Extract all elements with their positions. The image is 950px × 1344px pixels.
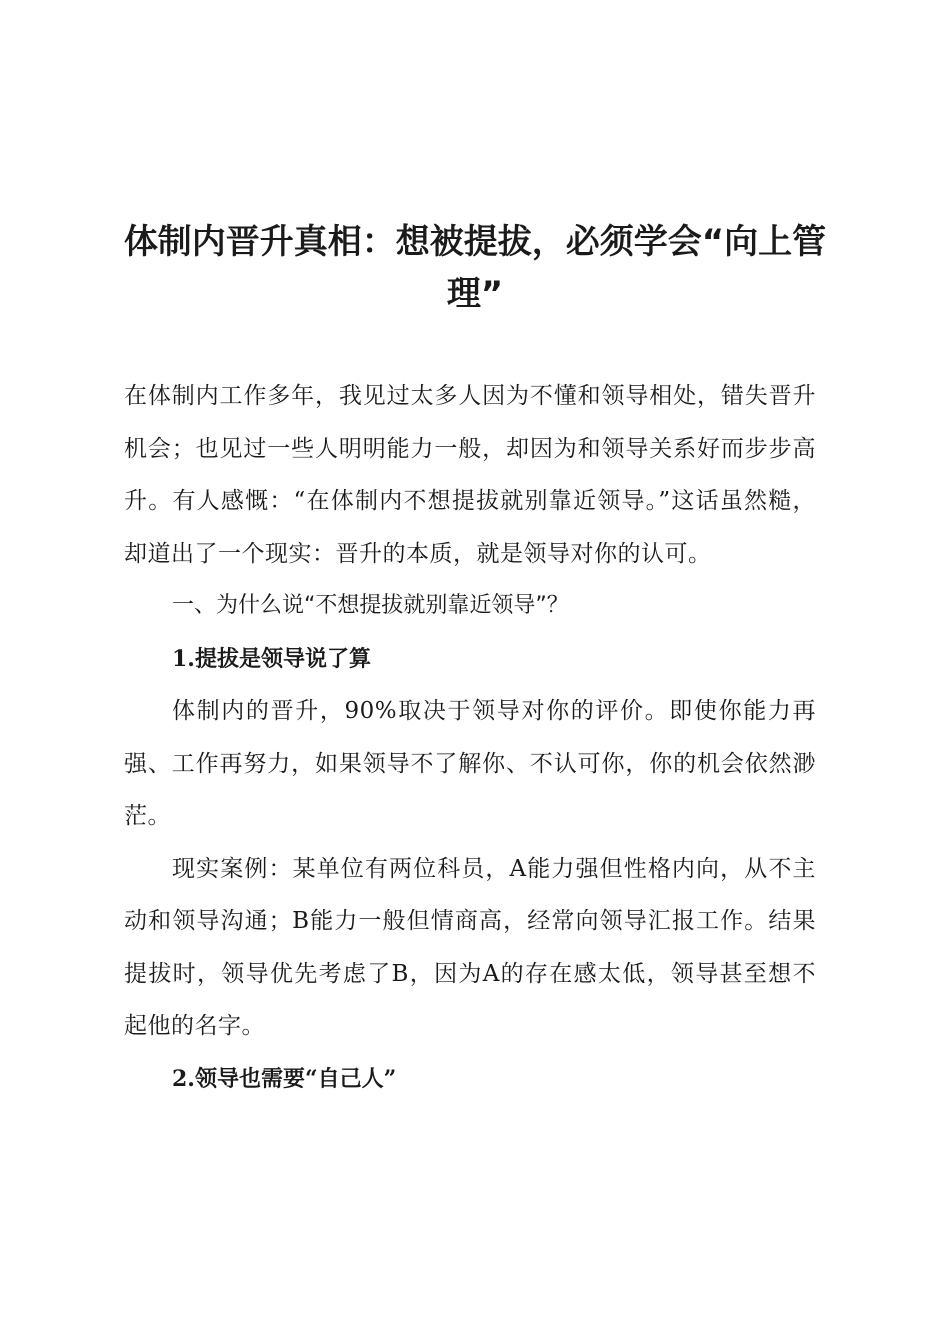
body-paragraph: 体制内的晋升，90%取决于领导对你的评价。即使你能力再强、工作再努力，如果领导不了解你、不认可你，你的机会依然渺茫。	[124, 698, 816, 829]
document-title: 体制内晋升真相：想被提拔，必须学会“向上管理”	[123, 222, 827, 314]
section-heading: 一、为什么说“不想提拔就别靠近领导”？	[172, 593, 569, 618]
case-paragraph: 现实案例：某单位有两位科员，A能力强但性格内向，从不主动和领导沟通；B能力一般但情商高，经常向领导汇报工作。结果提拔时，领导优先考虑了B，因为A的存在感太低，领导甚至想不起他的名字。	[124, 855, 816, 1039]
subsection-heading: 2.领导也需要“自己人”	[172, 1065, 397, 1092]
subsection-heading: 1.提拔是领导说了算	[172, 645, 371, 672]
document-body	[124, 370, 816, 1105]
intro-paragraph: 在体制内工作多年，我见过太多人因为不懂和领导相处，错失晋升机会；也见过一些人明明能力一般，却因为和领导关系好而步步高升。有人感慨：“在体制内不想提拔就别靠近领导。”这话虽然糙，却道出了一个现实：晋升的本质，就是领导对你的认可。	[124, 383, 816, 567]
